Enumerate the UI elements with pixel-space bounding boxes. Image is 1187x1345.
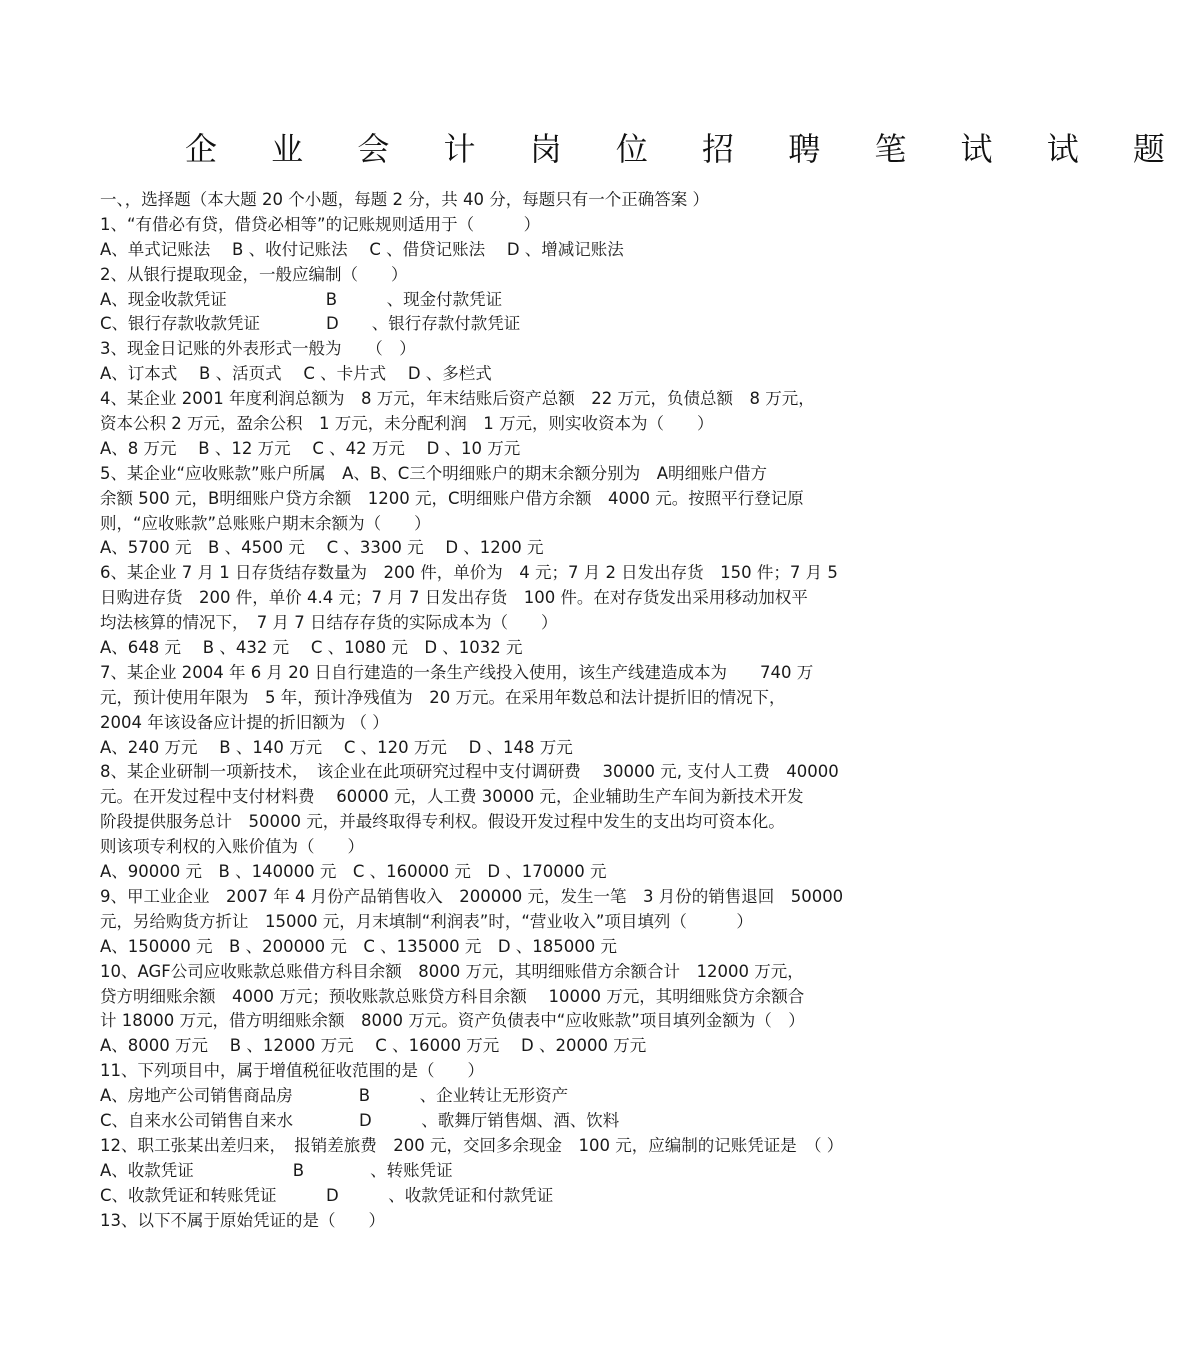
text-line: 2、从银行提取现金，一般应编制（ ） — [100, 264, 408, 284]
text-line: 2004 年该设备应计提的折旧额为 （ ） — [100, 712, 389, 732]
text-line: C、自来水公司销售自来水 D 、歌舞厅销售烟、酒、饮料 — [100, 1110, 620, 1130]
text-line: A、现金收款凭证 B 、现金付款凭证 — [100, 289, 503, 309]
text-line: A、8 万元 B 、12 万元 C 、42 万元 D 、10 万元 — [100, 438, 521, 458]
document-title: 企 业 会 计 岗 位 招 聘 笔 试 试 题 — [185, 130, 1187, 168]
text-line: 9、甲工业企业 2007 年 4 月份产品销售收入 200000 元，发生一笔 3 月份的销售退回 50000 — [100, 886, 844, 906]
text-line: 元，预计使用年限为 5 年，预计净残值为 20 万元。在采用年数总和法计提折旧的情况下， — [100, 687, 786, 707]
text-line: 资本公积 2 万元，盈余公积 1 万元，未分配利润 1 万元，则实收资本为（ ） — [100, 414, 714, 434]
text-line: 一、，选择题（本大题 20 个小题，每题 2 分，共 40 分，每题只有一个正确答案 ） — [100, 190, 709, 209]
text-line: 日购进存货 200 件，单价 4.4 元；7 月 7 日发出存货 100 件。在对存货发出采用移动加权平 — [100, 588, 808, 608]
text-line: 计 18000 万元，借方明细账余额 8000 万元。资产负债表中“应收账款”项目填列金额为（ ） — [100, 1011, 805, 1031]
text-line: 元，另给购货方折让 15000 元，月末填制“利润表”时，“营业收入”项目填列（ ） — [100, 911, 753, 931]
text-line: 阶段提供服务总计 50000 元，并最终取得专利权。假设开发过程中发生的支出均可资本化。 — [100, 812, 785, 832]
text-line: 10、AGF公司应收账款总账借方科目余额 8000 万元，其明细账借方余额合计 12000 万元， — [100, 961, 804, 981]
text-line: 贷方明细账余额 4000 万元；预收账款总账贷方科目余额 10000 万元，其明细账贷方余额合 — [100, 986, 805, 1006]
text-line: 均法核算的情况下， 7 月 7 日结存存货的实际成本为（ ） — [100, 613, 558, 633]
text-line: 13、以下不属于原始凭证的是（ ） — [100, 1210, 385, 1230]
text-line: 6、某企业 7 月 1 日存货结存数量为 200 件，单价为 4 元；7 月 2 日发出存货 150 件；7 月 5 — [100, 563, 838, 583]
text-line: 12、职工张某出差归来， 报销差旅费 200 元，交回多余现金 100 元，应编制的记账凭证是 （ ） — [100, 1135, 844, 1155]
text-line: 4、某企业 2001 年度利润总额为 8 万元，年末结账后资产总额 22 万元，负债总额 8 万元， — [100, 389, 815, 409]
text-line: 11、下列项目中，属于增值税征收范围的是（ ） — [100, 1061, 484, 1081]
text-line: 8、某企业研制一项新技术， 该企业在此项研究过程中支付调研费 30000 元, 支付人工费 40000 — [100, 762, 839, 782]
text-line: A、5700 元 B 、4500 元 C 、3300 元 D 、1200 元 — [100, 538, 544, 558]
text-line: 则该项专利权的入账价值为（ ） — [100, 837, 364, 857]
text-line: A、90000 元 B 、140000 元 C 、160000 元 D 、170000 元 — [100, 862, 607, 882]
text-line: A、8000 万元 B 、12000 万元 C 、16000 万元 D 、20000 万元 — [100, 1036, 647, 1056]
question-list — [100, 188, 870, 1233]
text-line: A、订本式 B 、活页式 C 、卡片式 D 、多栏式 — [100, 364, 492, 384]
text-line: C、银行存款收款凭证 D 、银行存款付款凭证 — [100, 314, 521, 334]
text-line: 元。在开发过程中支付材料费 60000 元，人工费 30000 元，企业辅助生产车间为新技术开发 — [100, 787, 804, 807]
text-line: A、房地产公司销售商品房 B 、企业转让无形资产 — [100, 1086, 569, 1106]
text-line: A、收款凭证 B 、转账凭证 — [100, 1160, 453, 1180]
text-line: A、单式记账法 B 、收付记账法 C 、借贷记账法 D 、增减记账法 — [100, 239, 624, 259]
text-line: A、150000 元 B 、200000 元 C 、135000 元 D 、185000 元 — [100, 936, 617, 956]
text-line: A、240 万元 B 、140 万元 C 、120 万元 D 、148 万元 — [100, 737, 573, 757]
text-line: 则，“应收账款”总账账户期末余额为（ ） — [100, 513, 431, 533]
text-line: 3、现金日记账的外表形式一般为 （ ） — [100, 339, 416, 359]
text-line: 余额 500 元，B明细账户贷方余额 1200 元，C明细账户借方余额 4000 元。按照平行登记原 — [100, 488, 804, 508]
text-line: 5、某企业“应收账款”账户所属 A、B、C三个明细账户的期末余额分别为 A明细账户借方 — [100, 463, 768, 483]
text-line: C、收款凭证和转账凭证 D 、收款凭证和付款凭证 — [100, 1185, 554, 1205]
text-line: 1、“有借必有贷，借贷必相等”的记账规则适用于（ ） — [100, 214, 541, 234]
text-line: A、648 元 B 、432 元 C 、1080 元 D 、1032 元 — [100, 638, 523, 658]
text-line: 7、某企业 2004 年 6 月 20 日自行建造的一条生产线投入使用，该生产线建造成本为 740 万 — [100, 662, 814, 682]
